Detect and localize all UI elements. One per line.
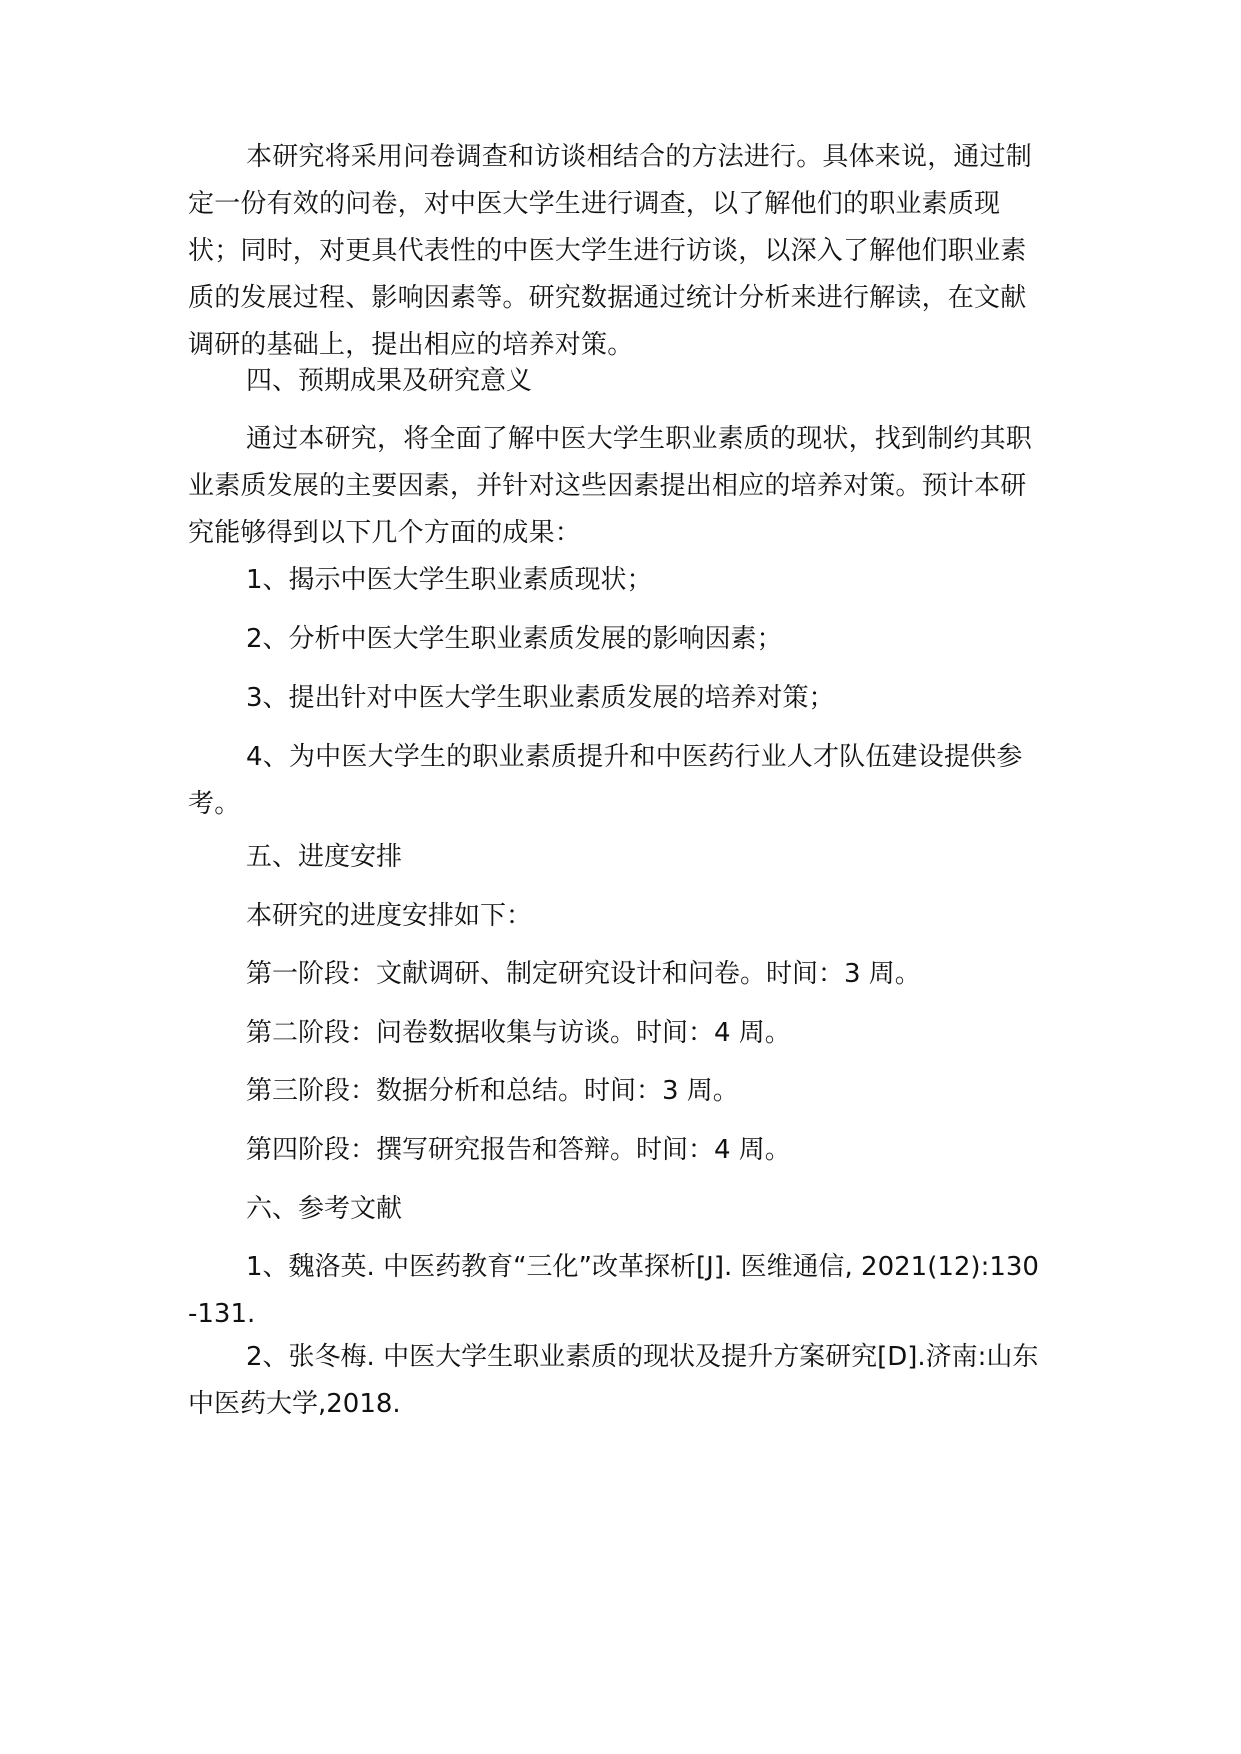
schedule-intro: 本研究的进度安排如下： <box>246 901 533 931</box>
reference-item-2: 2、张冬梅. 中医大学生职业素质的现状及提升方案研究[D].济南:山东中医药大学,2018. <box>188 1342 1039 1419</box>
schedule-stage-4: 第四阶段：撰写研究报告和答辩。时间：4 周。 <box>246 1135 791 1165</box>
schedule-stage-3: 第三阶段：数据分析和总结。时间：3 周。 <box>246 1076 739 1106</box>
section-4-intro-paragraph: 通过本研究，将全面了解中医大学生职业素质的现状，找到制约其职业素质发展的主要因素，并针对这些因素提出相应的培养对策。预计本研究能够得到以下几个方面的成果： <box>188 424 1033 548</box>
section-5-heading: 五、进度安排 <box>246 842 403 872</box>
outcome-item-4: 4、为中医大学生的职业素质提升和中医药行业人才队伍建设提供参考。 <box>188 742 1023 819</box>
outcome-item-2: 2、分析中医大学生职业素质发展的影响因素； <box>246 624 783 654</box>
schedule-stage-1: 第一阶段：文献调研、制定研究设计和问卷。时间：3 周。 <box>246 959 921 989</box>
reference-item-1: 1、魏洛英. 中医药教育“三化”改革探析[J]. 医维通信, 2021(12):130-131. <box>188 1252 1039 1329</box>
schedule-stage-2: 第二阶段：问卷数据收集与访谈。时间：4 周。 <box>246 1018 791 1048</box>
outcome-item-1: 1、揭示中医大学生职业素质现状； <box>246 565 653 595</box>
outcome-item-3: 3、提出针对中医大学生职业素质发展的培养对策； <box>246 683 835 713</box>
section-6-heading: 六、参考文献 <box>246 1194 403 1224</box>
section-4-heading: 四、预期成果及研究意义 <box>246 366 533 396</box>
methods-paragraph: 本研究将采用问卷调查和访谈相结合的方法进行。具体来说，通过制定一份有效的问卷，对中医大学生进行调查，以了解他们的职业素质现状；同时，对更具代表性的中医大学生进行访谈，以深入了解他们职业素质的发展过程、影响因素等。研究数据通过统计分析来进行解读，在文献调研的基础上，提出相应的培养对策。 <box>188 142 1033 360</box>
